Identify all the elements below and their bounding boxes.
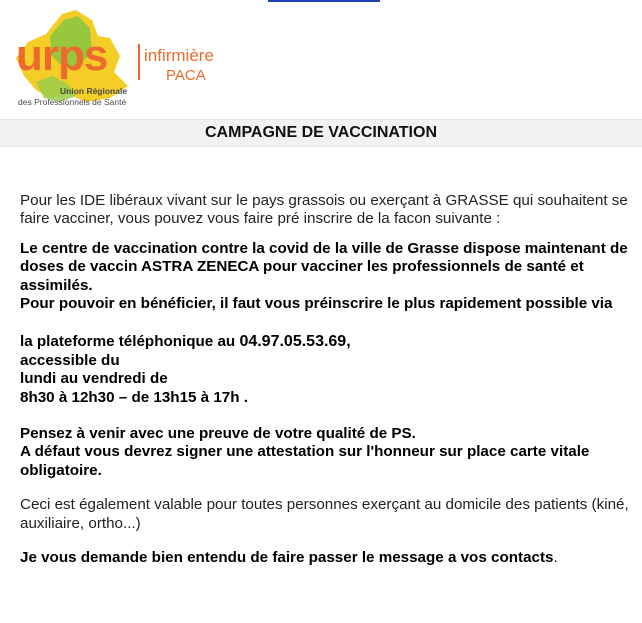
- closing-period: .: [553, 549, 558, 567]
- org-line2: des Professionnels de Santé: [18, 97, 127, 107]
- intro-paragraph: Pour les IDE libéraux vivant sur le pays grassois ou exerçant à GRASSE qui souhaitent se faire vacciner, vous pouvez vous faire pré inscrire de la facon suivante :: [20, 192, 628, 228]
- urps-logo-graphic: [6, 6, 226, 112]
- closing-text: Je vous demande bien entendu de faire passer le message a vos contacts: [20, 549, 554, 567]
- top-link-underline[interactable]: [268, 0, 380, 2]
- hours-line: 8h30 à 12h30 – de 13h15 à 17h .: [20, 388, 248, 406]
- campaign-title: CAMPAGNE DE VACCINATION: [205, 124, 437, 141]
- campaign-banner: [0, 119, 642, 147]
- phone-number[interactable]: 04.97.05.53.69,: [239, 333, 351, 351]
- specialty-line1: infirmière: [144, 46, 214, 65]
- vaccination-center-notice: Le centre de vaccination contre la covid de la ville de Grasse dispose maintenant de doses de vaccin ASTRA ZENECA pour vacciner les professionnels de santé et assimilés.: [20, 239, 628, 294]
- brand-text: urps: [16, 31, 108, 80]
- platform-prefix: la plateforme téléphonique au: [20, 333, 236, 351]
- days-line: lundi au vendredi de: [20, 370, 168, 388]
- attestation-line: A défaut vous devrez signer une attestation sur l'honneur sur place carte vitale obligatoire.: [20, 443, 590, 479]
- message-body: [20, 192, 636, 568]
- preregister-paragraph: Pour pouvoir en bénéficier, il faut vous préinscrire le plus rapidement possible via: [20, 295, 613, 313]
- also-valid-paragraph: Ceci est également valable pour toutes personnes exerçant au domicile des patients (kiné, auxiliaire, ortho...): [20, 496, 629, 532]
- phone-platform-line: [20, 333, 636, 351]
- closing-paragraph: [20, 549, 636, 567]
- org-line1: Union Régionale: [60, 86, 128, 96]
- specialty-line2: PACA: [166, 67, 206, 84]
- urps-logo: [6, 6, 226, 112]
- accessible-line: accessible du: [20, 351, 120, 369]
- proof-line: Pensez à venir avec une preuve de votre qualité de PS.: [20, 425, 416, 443]
